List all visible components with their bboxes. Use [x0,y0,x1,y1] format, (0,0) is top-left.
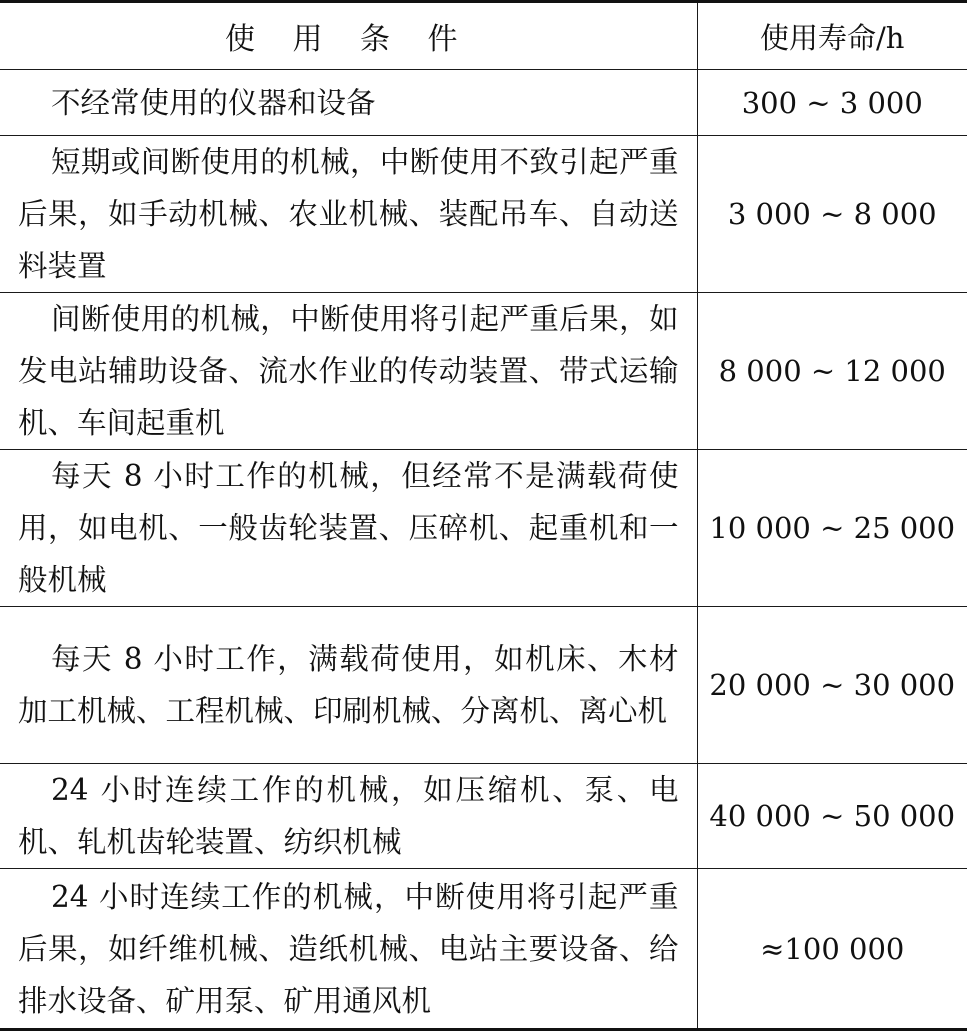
table-row [0,70,967,136]
life-cell: 3 000 ~ 8 000 [697,136,967,293]
life-cell: 300 ~ 3 000 [697,70,967,136]
header-life: 使用寿命/h [697,2,967,70]
table-row [0,136,967,293]
condition-cell: 短期或间断使用的机械，中断使用不致引起严重后果，如手动机械、农业机械、装配吊车、自动送料装置 [0,136,697,293]
table-row [0,450,967,607]
header-condition: 使 用 条 件 [0,2,697,70]
table-row [0,293,967,450]
table-row [0,764,967,869]
table-row [0,607,967,764]
condition-cell: 24 小时连续工作的机械，中断使用将引起严重后果，如纤维机械、造纸机械、电站主要设备、给排水设备、矿用泵、矿用通风机 [0,869,697,1030]
condition-cell: 不经常使用的仪器和设备 [0,70,697,136]
condition-cell: 24 小时连续工作的机械，如压缩机、泵、电机、轧机齿轮装置、纺织机械 [0,764,697,869]
table-row [0,869,967,1030]
life-cell: 8 000 ~ 12 000 [697,293,967,450]
life-cell: 40 000 ~ 50 000 [697,764,967,869]
life-cell: 10 000 ~ 25 000 [697,450,967,607]
condition-cell: 间断使用的机械，中断使用将引起严重后果，如发电站辅助设备、流水作业的传动装置、带式运输机、车间起重机 [0,293,697,450]
condition-cell: 每天 8 小时工作的机械，但经常不是满载荷使用，如电机、一般齿轮装置、压碎机、起重机和一般机械 [0,450,697,607]
life-cell: ≈100 000 [697,869,967,1030]
life-cell: 20 000 ~ 30 000 [697,607,967,764]
condition-cell: 每天 8 小时工作，满载荷使用，如机床、木材加工机械、工程机械、印刷机械、分离机、离心机 [0,607,697,764]
table-header-row [0,2,967,70]
